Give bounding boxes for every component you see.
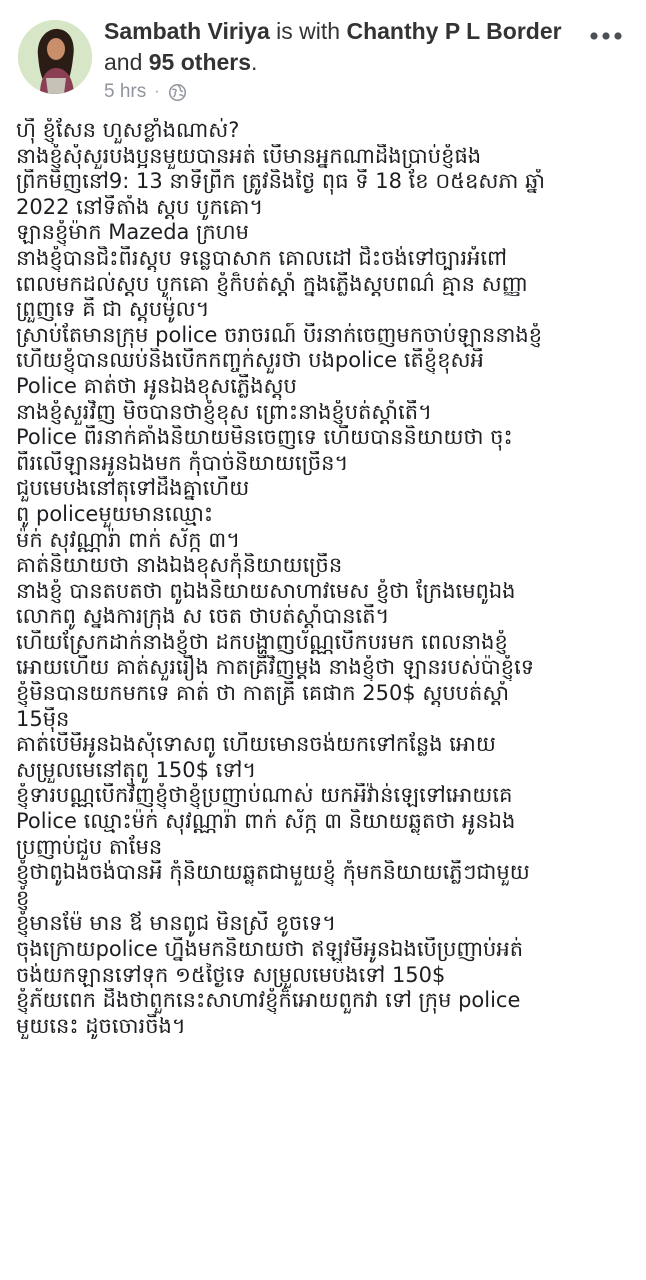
post-line: ពេលមកដល់ស្តុប បូកគោ ខ្ញុំក៏បត់ស្តាំ ក្នុងភ្លើងស្តុបពណ៌ គ្មាន សញ្ញា <box>16 271 528 296</box>
post-line: Police ឈ្មោះម៉ក់ សុវណ្ណារ៉ា ពាក់ ស័ក្ក ៣ និយាយឆ្លុតថា អូនឯង <box>16 809 516 834</box>
post-line: គាត់និយាយថា នាងឯងខុសកុំនិយាយច្រើន <box>16 553 343 578</box>
author-line <box>104 16 574 78</box>
post-line: ខ្ញុំថាពូឯងចង់បានអី កុំនិយាយឆ្លុតជាមួយខ្ញុំ កុំមកនិយាយភ្លើៗជាមួយ <box>16 860 530 885</box>
post-line: 15ម៉ឺន <box>16 706 70 731</box>
post-line: នាងខ្ញុំសួរវិញ មិចបានថាខ្ញុំខុស ព្រោះនាងខ្ញុំបត់ស្តាំតើ។ <box>16 399 432 424</box>
post-line: ស្រាប់តែមានក្រុម police ចរាចរណ៍ បីរនាក់ចេញមកចាប់ឡាននាងខ្ញុំ <box>16 322 543 347</box>
post-line: ហើយស្រែកដាក់នាងខ្ញុំថា ដកបង្ហាញប័ណ្ណបើកបរមក ពេលនាងខ្ញុំ <box>16 629 508 654</box>
globe-icon[interactable] <box>168 83 187 102</box>
post-line: Police ពីរនាក់គាំងនិយាយមិនចេញទេ ហើយបាននិយាយថា ចុះ <box>16 425 513 450</box>
post-line: ប្រញាប់ជួប តាមែន <box>16 834 163 859</box>
tagged-others-link[interactable]: 95 others <box>148 49 252 75</box>
meta-separator: · <box>154 83 160 100</box>
post-line: ខ្ញុំ <box>16 885 30 910</box>
post-line: គាត់បើមីអូនឯងសុំទោសពូ ហើយមោនចង់យកទៅកន្លែង អោយ <box>16 732 496 757</box>
and-text: and <box>104 49 143 75</box>
author-name[interactable]: Sambath Viriya <box>104 18 270 44</box>
post-line: មួយនេះ ដូចចោរចឹង។ <box>16 1013 186 1038</box>
author-avatar[interactable] <box>18 20 92 94</box>
post-line: ពូ policeមួយមានឈ្មោះ <box>16 501 214 526</box>
post-line: ចង់យកឡានទៅទុក ១៥ថ្ងៃទេ សម្រួលមេបងទៅ 150$ <box>16 962 446 987</box>
tagged-friend[interactable]: Chanthy P L Border <box>346 18 562 44</box>
post-line: ម៉ក់ សុវណ្ណារ៉ា ពាក់ ស័ក្ក ៣។ <box>16 527 241 552</box>
post-line: ខ្ញុំទារបណ្ណបើកវិញខ្ញុំថាខ្ញុំប្រញាប់ណាស់ យកអីវ៉ាន់ឡេទៅអោយគេ <box>16 783 513 808</box>
post-line: ខ្ញុំភ័យពេក ដឹងថាពួកនេះសាហាវខ្ញុំក៏អោយពួកវា ទៅ ក្រុម police <box>16 988 521 1013</box>
post-line: ព្រឹកមិញនៅ9: 13 នាទីព្រឹក ត្រូវនិងថ្ងៃ ពុធ ទី 18 ខែ ០៥ឧសភា ឆ្នាំ <box>16 169 546 194</box>
post-line: ចុងក្រោយpolice ហ្នឹងមកនិយាយថា ឥឡូវមីអូនឯងបើប្រញាប់អត់ <box>16 937 524 961</box>
post-line: ពីរលើឡានអូនឯងមក កុំបាច់និយាយច្រើន។ <box>16 450 349 475</box>
post-line: ព្រួញទេ គឺ ជា ស្តុបម៉ូល។ <box>16 297 210 322</box>
post-line: នាងខ្ញុំ បានតបតថា ពូឯងនិយាយសាហាវមេស ខ្ញុំថា ក្រែងមេពូឯង <box>16 578 516 603</box>
post-line: ហ៊ឺ ខ្ញុំសែន ហួសខ្លាំងណាស់? <box>16 118 240 142</box>
post-line: សម្រួលមេនៅតុពូ 150$ ទៅ។ <box>16 757 257 782</box>
avatar-photo-icon <box>18 20 92 94</box>
period: . <box>251 49 258 75</box>
post-line: អោយហើយ គាត់សួររឿង កាតគ្រីវិញម្តង នាងខ្ញុំថា ឡានរបស់ប៉ាខ្ញុំទេ <box>16 655 535 680</box>
post-line: ខ្ញុំមានម៉ែ មាន ឪ មានពូជ មិនស្រី ខូចទេ។ <box>16 911 337 936</box>
post-header <box>0 0 646 115</box>
post-line: លោកពូ ស្នងការក្រុង ស ចេត ថាបត់ស្តាំបានតើ។ <box>16 604 390 629</box>
more-options-icon[interactable] <box>584 24 628 48</box>
post-timestamp[interactable]: 5 hrs <box>104 81 147 102</box>
post-line: ហើយខ្ញុំបានឈប់និងបើកកញ្ចក់សួរថា បងpolice តើខ្ញុំខុសអី <box>16 348 484 373</box>
post-body <box>16 118 638 1039</box>
with-text: is with <box>276 18 341 44</box>
post-line: នាងខ្ញុំបានជិះពីរស្តុប ទន្លេបាសាក គោលដៅ ជិះចង់ទៅច្បារអំពៅ <box>16 245 507 270</box>
post-line: Police គាត់ថា អូនឯងខុសភ្លើងស្តុប <box>16 373 297 398</box>
post-line: 2022 នៅទីតាំង ស្តុប បូកគោ។ <box>16 194 264 219</box>
post-line: ឡានខ្ញុំម៉ាក Mazeda ក្រហម <box>16 220 250 245</box>
post-meta <box>104 79 187 105</box>
post-line: នាងខ្ញុំសុំសួរបងប្អូនមួយបានអត់ បើមានអ្នកណាដឹងប្រាប់ខ្ញុំផង <box>16 143 482 168</box>
post-line: ជួបមេបងនៅតុទៅដឹងគ្នាហើយ <box>16 476 250 501</box>
post-line: ខ្ញុំមិនបានយកមកទេ គាត់ ថា កាតគ្រី គេផាក 250$ ស្តុបបត់ស្តាំ <box>16 681 509 706</box>
